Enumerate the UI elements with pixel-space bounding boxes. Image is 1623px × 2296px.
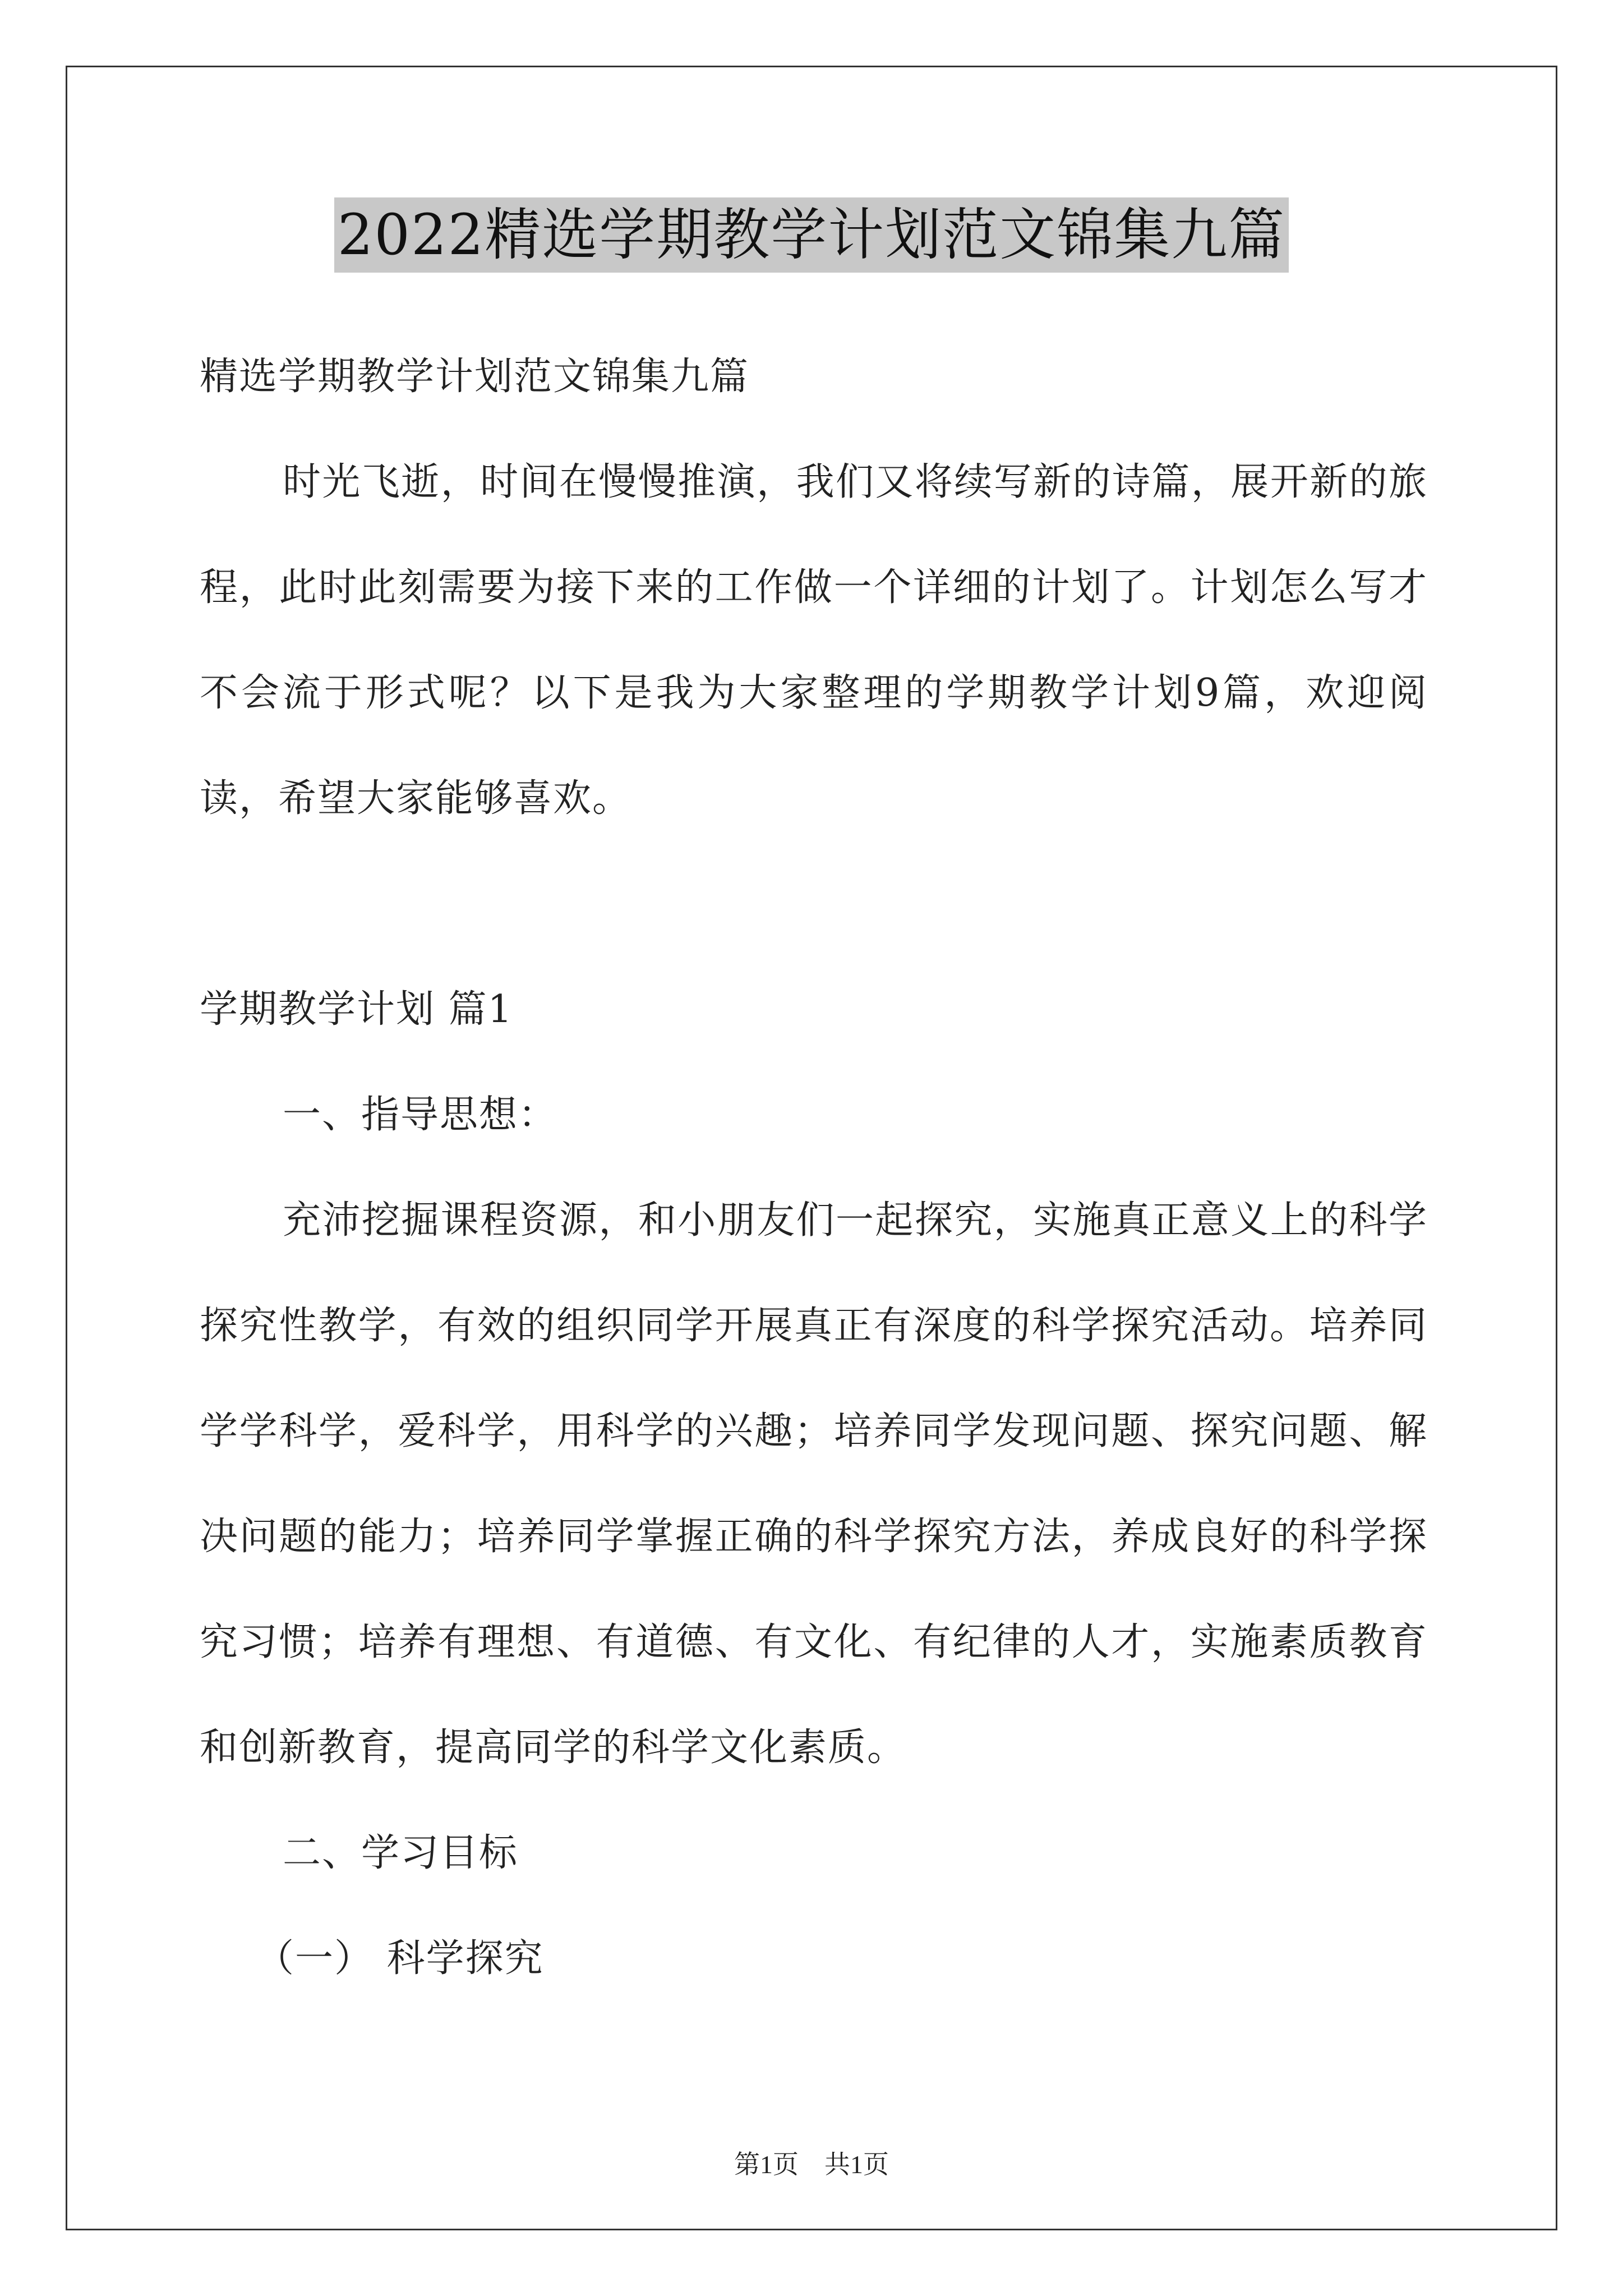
document-title[interactable]: 2022精选学期教学计划范文锦集九篇 — [334, 197, 1289, 273]
heading-guiding-thought[interactable]: 一、指导思想： — [283, 1093, 558, 1137]
section-heading[interactable]: 学期教学计划 篇1 — [200, 987, 513, 1032]
document-body — [200, 324, 1428, 2012]
page-footer — [0, 2144, 1623, 2181]
document-subtitle[interactable]: 精选学期教学计划范文锦集九篇 — [200, 355, 750, 399]
subheading-science-inquiry[interactable]: （一） 科学探究 — [256, 1936, 544, 1981]
intro-paragraph[interactable]: 时光飞逝，时间在慢慢推演，我们又将续写新的诗篇，展开新的旅程，此时此刻需要为接下来的工作做一个详细的计划了。计划怎么写才不会流于形式呢？以下是我为大家整理的学期教学计划9篇，欢迎阅读，希望大家能够喜欢。 — [200, 460, 1428, 821]
page-number-current: 第1页 — [734, 2150, 799, 2179]
body-paragraph[interactable]: 充沛挖掘课程资源，和小朋友们一起探究，实施真正意义上的科学探究性教学，有效的组织同学开展真正有深度的科学探究活动。培养同学学科学，爱科学，用科学的兴趣；培养同学发现问题、探究问题、解决问题的能力；培养同学掌握正确的科学探究方法，养成良好的科学探究习惯；培养有理想、有道德、有文化、有纪律的人才，实施素质教育和创新教育，提高同学的科学文化素质。 — [200, 1198, 1428, 1770]
page-number-total: 共1页 — [824, 2150, 889, 2179]
title-wrapper — [0, 197, 1623, 273]
heading-learning-goals[interactable]: 二、学习目标 — [283, 1831, 519, 1875]
section-spacer — [200, 852, 1428, 957]
